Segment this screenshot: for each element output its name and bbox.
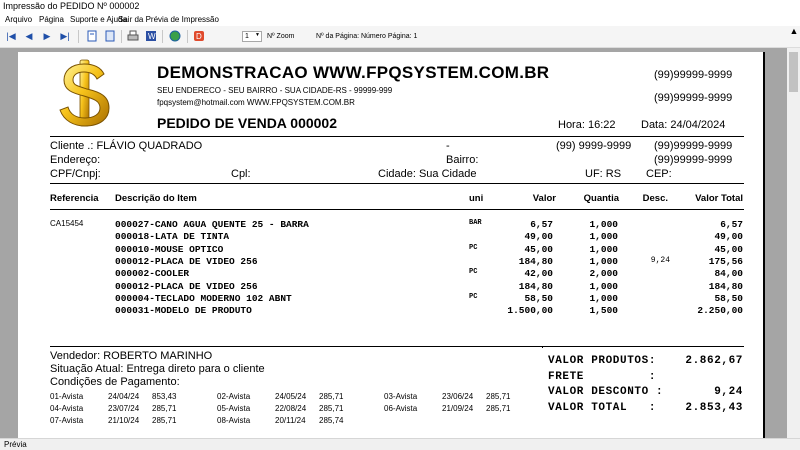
menu-bar [0,13,800,26]
payment-date: 23/06/24 [442,392,474,401]
single-page-icon[interactable] [86,30,98,42]
page-width-icon[interactable] [104,30,116,42]
item-valor: 1.500,00 [507,305,553,317]
payment-amount: 285,71 [486,392,511,401]
item-qtd: 1,000 [589,231,618,243]
dollar-logo-icon [56,58,114,133]
item-uni: BAR [469,219,482,227]
item-qtd: 1,000 [589,292,618,304]
client-cpl: Cpl: [231,168,251,180]
item-total: 58,50 [714,292,743,304]
first-page-icon[interactable]: |◀ [6,31,16,41]
item-total: 49,00 [714,231,743,243]
item-total: 175,56 [708,255,743,267]
company-phone-2: (99)99999-9999 [654,92,733,104]
col-descricao: Descrição do Item [115,193,197,204]
item-desc-val: 9,24 [650,255,670,265]
payment-date: 22/08/24 [275,404,307,413]
payment-amount: 285,71 [152,416,177,425]
item-total: 45,00 [714,243,743,255]
client-cep: CEP: [646,168,672,180]
seller: Vendedor: ROBERTO MARINHO [50,350,213,362]
client-dash: - [446,140,450,152]
situation: Situação Atual: Entrega direto para o cliente [50,363,265,375]
total-label: VALOR PRODUTOS: [548,355,657,367]
prev-page-icon[interactable]: ◀ [25,31,33,41]
col-valor: Valor [532,193,556,204]
client-uf: UF: RS [585,168,622,180]
item-qtd: 2,000 [589,268,618,280]
item-uni: PC [469,268,478,277]
scrollbar-thumb[interactable] [789,52,798,92]
menu-arquivo[interactable]: Arquivo [5,15,33,24]
order-time: Hora: 16:22 [558,119,616,131]
client-phone-c: (99)99999-9999 [654,154,733,166]
svg-text:W: W [148,32,156,41]
item-qtd: 1,000 [589,219,618,230]
item-valor: 49,00 [524,231,553,243]
divider [50,209,744,210]
client-name: Cliente .: FLÁVIO QUADRADO [50,140,203,152]
divider [50,183,744,184]
vertical-scrollbar[interactable] [787,48,800,438]
total-label: VALOR DESCONTO : [548,386,664,398]
item-total: 184,80 [708,280,743,292]
last-page-icon[interactable]: ▶| [60,31,70,41]
payment-amount: 285,71 [319,404,344,413]
payment-amount: 285,71 [486,404,511,413]
window-title: Impressão do PEDIDO Nº 000002 [0,0,800,13]
client-cpf: CPF/Cnpj: [50,168,101,180]
total-label: FRETE : [548,370,657,383]
menu-pagina[interactable]: Página [39,15,64,24]
payment-amount: 285,74 [319,416,344,425]
payment-date: 20/11/24 [275,416,306,425]
item-qtd: 1,000 [589,255,618,267]
item-valor: 45,00 [524,243,553,255]
item-total: 84,00 [714,268,743,280]
item-valor: 184,80 [518,280,553,292]
total-label: VALOR TOTAL : [548,401,657,414]
status-bar: Prévia [0,438,800,450]
payment-installment: 01-Avista [50,392,84,401]
item-desc: 000012-PLACA DE VIDEO 256 [115,255,258,267]
item-desc: 000002-COOLER [115,268,190,280]
col-uni: uni [469,193,484,204]
payment-installment: 06-Avista [384,404,418,413]
item-valor: 58,50 [524,292,553,304]
payment-date: 21/09/24 [442,404,474,413]
item-total: 2.250,00 [697,305,743,317]
report-page [18,52,765,438]
payment-installment: 07-Avista [50,416,84,425]
item-valor: 184,80 [518,255,553,267]
payment-date: 21/10/24 [108,416,140,425]
payment-conditions: Condições de Pagamento: [50,376,180,388]
col-valor-total: Valor Total [695,193,743,204]
total-value: 2.853,43 [685,401,743,414]
company-address: SEU ENDERECO - SEU BAIRRO - SUA CIDADE-RS - 99999-999 [157,86,393,95]
client-phone-a: (99) 9999-9999 [556,140,632,152]
item-qtd: 1,000 [589,280,618,292]
item-uni: PC [469,292,478,301]
menu-suporte[interactable]: Suporte e Ajuda [70,15,127,24]
item-total: 6,57 [720,219,743,230]
payment-installment: 08-Avista [217,416,251,425]
company-contact: fpqsystem@hotmail.com WWW.FPQSYSTEM.COM.BR [157,98,355,107]
preview-canvas [0,48,800,438]
page-number-label: Nº da Página: Número Página: 1 [316,33,418,40]
col-referencia: Referencia [50,193,99,204]
payment-installment: 05-Avista [217,404,251,413]
payment-date: 24/05/24 [275,392,307,401]
item-desc: 000027-CANO AGUA QUENTE 25 - BARRA [115,219,309,230]
toolbar [0,26,800,48]
item-desc: 000004-TECLADO MODERNO 102 ABNT [115,292,292,304]
client-city: Cidade: Sua Cidade [378,168,477,180]
col-quantia: Quantia [583,193,619,204]
item-desc: 000031-MODELO DE PRODUTO [115,305,252,317]
scroll-up-icon[interactable]: ▲ [789,26,799,36]
company-name: DEMONSTRACAO WWW.FPQSYSTEM.COM.BR [157,63,550,82]
client-bairro: Bairro: [446,154,479,166]
total-value: 9,24 [714,386,743,398]
item-desc: 000012-PLACA DE VIDEO 256 [115,280,258,292]
globe-icon[interactable] [169,30,181,42]
divider [50,136,744,137]
close-preview-icon[interactable] [193,30,205,42]
export-word-icon[interactable] [145,30,157,42]
chevron-down-icon[interactable]: ▼ [255,32,260,38]
divider [50,346,744,347]
order-date: Data: 24/04/2024 [641,119,726,131]
client-address: Endereço: [50,154,101,166]
item-valor: 42,00 [524,268,553,280]
payment-amount: 285,71 [319,392,344,401]
item-valor: 6,57 [530,219,553,230]
item-qtd: 1,500 [589,305,618,317]
item-desc: 000010-MOUSE OPTICO [115,243,224,255]
payment-date: 24/04/24 [108,392,140,401]
payment-installment: 02-Avista [217,392,251,401]
payment-installment: 04-Avista [50,404,84,413]
item-reference: CA15454 [50,219,84,228]
zoom-label: Nº Zoom [267,33,295,40]
company-phone-1: (99)99999-9999 [654,69,733,81]
payment-amount: 853,43 [152,392,177,401]
order-title: PEDIDO DE VENDA 000002 [157,115,337,131]
client-phone-b: (99)99999-9999 [654,140,733,152]
next-page-icon[interactable]: ▶ [43,31,51,41]
svg-text:D: D [196,32,202,41]
payment-date: 23/07/24 [108,404,140,413]
menu-sair[interactable]: Sair da Prévia de Impressão [118,15,219,24]
col-desc: Desc. [642,193,668,204]
zoom-select[interactable]: 1 [242,31,262,42]
item-uni: PC [469,243,478,252]
payment-installment: 03-Avista [384,392,418,401]
item-qtd: 1,000 [589,243,618,255]
print-icon[interactable] [127,30,139,42]
payment-amount: 285,71 [152,404,177,413]
total-value: 2.862,67 [685,355,743,367]
item-desc: 000018-LATA DE TINTA [115,231,230,243]
